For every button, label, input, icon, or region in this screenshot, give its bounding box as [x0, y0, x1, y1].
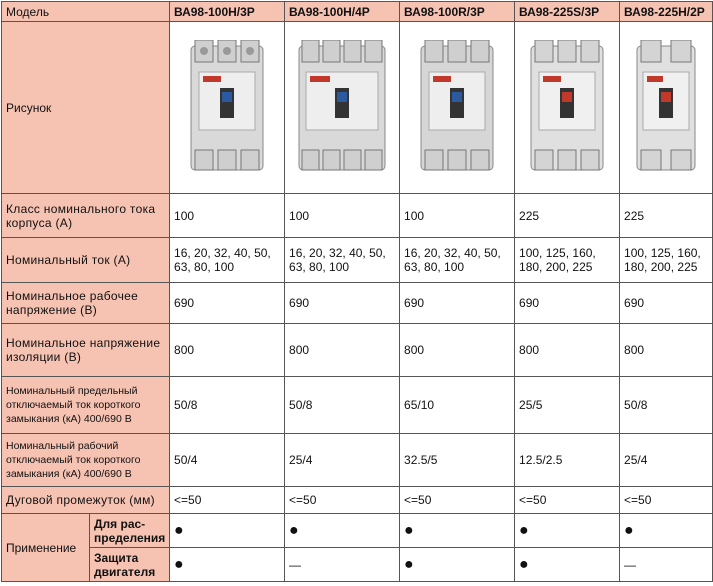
application-motor-label: Защита двигателя [90, 548, 170, 582]
breaker-3-pole-icon [417, 40, 497, 175]
cell-value: 65/10 [400, 377, 515, 434]
cell-value: 800 [400, 324, 515, 377]
model-header-label: Модель [2, 2, 170, 22]
cell-value: 25/5 [515, 377, 620, 434]
model-name: ВА98-100Н/3Р [170, 2, 285, 22]
cell-value: 100, 125, 160, 180, 200, 225 [620, 238, 713, 283]
cell-value: 50/4 [170, 434, 285, 487]
cell-value: 100 [285, 194, 400, 238]
application-label: Применение [2, 514, 90, 582]
breaker-3-pole-icon [527, 40, 607, 175]
table-row [2, 194, 713, 238]
cell-value: 16, 20, 32, 40, 50, 63, 80, 100 [285, 238, 400, 283]
row-label: Номинальное рабочее напряжение (В) [2, 283, 170, 324]
cell-value: <=50 [400, 487, 515, 514]
row-label: Класс номинального тока корпуса (А) [2, 194, 170, 238]
header-row [2, 2, 713, 22]
cell-value: 12.5/2.5 [515, 434, 620, 487]
bullet-icon: ● [620, 514, 713, 548]
breaker-image-cell [515, 22, 620, 194]
row-label: Дуговой промежуток (мм) [2, 487, 170, 514]
model-name: ВА98-225S/3Р [515, 2, 620, 22]
cell-value: 690 [620, 283, 713, 324]
cell-value: 800 [170, 324, 285, 377]
breaker-4-pole-icon [296, 40, 388, 175]
cell-value: 16, 20, 32, 40, 50, 63, 80, 100 [170, 238, 285, 283]
model-name: ВА98-100R/3Р [400, 2, 515, 22]
cell-value: <=50 [620, 487, 713, 514]
cell-value: 225 [515, 194, 620, 238]
breaker-2-pole-icon [633, 40, 699, 175]
table-row [2, 434, 713, 487]
table-row [2, 377, 713, 434]
cell-value: <=50 [170, 487, 285, 514]
row-label: Номинальный рабочий отключаемый ток короткого замыкания (кА) 400/690 В [2, 434, 170, 487]
bullet-icon: ● [515, 548, 620, 582]
spec-table [1, 1, 713, 582]
row-label: Номинальный ток (А) [2, 238, 170, 283]
cell-value: 25/4 [620, 434, 713, 487]
cell-value: 800 [620, 324, 713, 377]
cell-value: 225 [620, 194, 713, 238]
bullet-icon: ● [170, 548, 285, 582]
breaker-image-cell [400, 22, 515, 194]
application-distribution-label: Для рас-пределения [90, 514, 170, 548]
cell-value: 16, 20, 32, 40, 50, 63, 80, 100 [400, 238, 515, 283]
bullet-icon: ● [285, 514, 400, 548]
cell-value: <=50 [285, 487, 400, 514]
table-row [2, 514, 713, 548]
cell-value: 690 [400, 283, 515, 324]
table-row [2, 283, 713, 324]
row-label: Номинальное напряжение изоляции (В) [2, 324, 170, 377]
picture-label: Рисунок [2, 22, 170, 194]
cell-value: <=50 [515, 487, 620, 514]
cell-value: 50/8 [170, 377, 285, 434]
model-name: ВА98-225Н/2Р [620, 2, 713, 22]
cell-value: 50/8 [620, 377, 713, 434]
breaker-image-cell [170, 22, 285, 194]
cell-value: 690 [515, 283, 620, 324]
model-name: ВА98-100Н/4Р [285, 2, 400, 22]
dash-icon: — [285, 548, 400, 582]
table-row [2, 324, 713, 377]
bullet-icon: ● [400, 548, 515, 582]
breaker-3-pole-icon [187, 40, 267, 175]
bullet-icon: ● [515, 514, 620, 548]
dash-icon: — [620, 548, 713, 582]
cell-value: 800 [285, 324, 400, 377]
cell-value: 100 [170, 194, 285, 238]
picture-row [2, 22, 713, 194]
cell-value: 50/8 [285, 377, 400, 434]
cell-value: 690 [170, 283, 285, 324]
cell-value: 32.5/5 [400, 434, 515, 487]
bullet-icon: ● [170, 514, 285, 548]
breaker-image-cell [620, 22, 713, 194]
cell-value: 800 [515, 324, 620, 377]
cell-value: 690 [285, 283, 400, 324]
cell-value: 100 [400, 194, 515, 238]
cell-value: 100, 125, 160, 180, 200, 225 [515, 238, 620, 283]
bullet-icon: ● [400, 514, 515, 548]
cell-value: 25/4 [285, 434, 400, 487]
table-row [2, 548, 713, 582]
row-label: Номинальный предельный отключаемый ток короткого замыкания (кА) 400/690 В [2, 377, 170, 434]
table-row [2, 487, 713, 514]
table-row [2, 238, 713, 283]
breaker-image-cell [285, 22, 400, 194]
